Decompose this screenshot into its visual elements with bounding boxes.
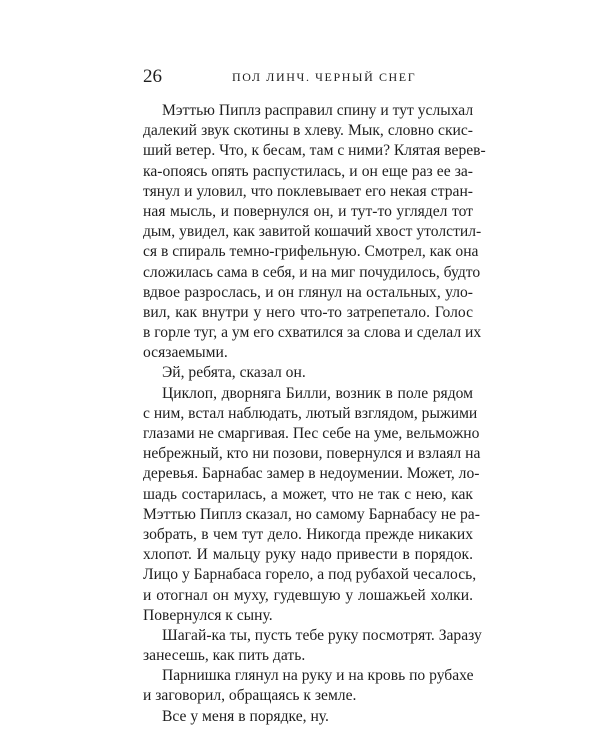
text-line: Мэттью Пиплз сказал, но самому Барнабасу не ра- — [143, 505, 480, 523]
text-line: вдвое разрослась, и он глянул на остальных, уло- — [143, 283, 473, 301]
text-line: Циклоп, дворняга Билли, возник в поле рядом — [162, 384, 473, 402]
text-line: зобрать, в чем тут дело. Никогда прежде никаких — [143, 525, 473, 543]
text-line: хлопот. И мальцу руку надо привести в порядок. — [143, 546, 473, 564]
page-number: 26 — [143, 66, 162, 87]
text-line: Лицо у Барнабаса горело, а под рубахой чесалось, — [143, 566, 477, 584]
text-line: тянул и уловил, что поклевывает его некая стран- — [143, 182, 473, 200]
text-line: Повернулся к сыну. — [143, 606, 273, 624]
text-line: Парнишка глянул на руку и на кровь по рубахе — [162, 667, 474, 685]
text-line: дым, увидел, как завитой кошачий хвост утолстил- — [143, 223, 482, 241]
text-line: далекий звук скотины в хлеву. Мык, словно скис- — [143, 122, 473, 140]
text-line: Все у меня в порядке, ну. — [162, 707, 329, 725]
text-line: в горле туг, а ум его схватился за слова и сделал их — [143, 324, 482, 342]
text-line: деревья. Барнабас замер в недоумении. Может, ло- — [143, 465, 480, 483]
text-line: ка-опоясь опять распустилась, и он еще раз ее за- — [143, 162, 473, 180]
running-title: ПОЛ ЛИНЧ. ЧЕРНЫЙ СНЕГ — [232, 70, 417, 84]
text-line: осязаемыми. — [143, 344, 228, 362]
text-line: ная мысль, и повернулся он, и тут-то углядел тот — [143, 202, 473, 220]
text-line: глазами не смаргивая. Пес себе на уме, вельможно — [143, 425, 480, 442]
text-line: и заговорил, обращаясь к земле. — [143, 687, 357, 705]
text-line: и отогнал он муху, гудевшую у лошажьей холки. — [143, 586, 473, 604]
running-head — [143, 64, 473, 90]
text-line: ший ветер. Что, к бесам, там с ними? Клятая верев- — [143, 142, 486, 160]
body-text — [143, 101, 486, 727]
text-line: Шагай-ка ты, пусть тебе руку посмотрят. Заразу — [162, 626, 482, 644]
text-line: занесешь, как пить дать. — [143, 647, 306, 665]
text-line: ся в спираль темно-грифельную. Смотрел, как она — [143, 243, 479, 261]
text-line: вил, как внутри у него что-то затрепетало. Голос — [143, 303, 473, 321]
text-line: с ним, встал наблюдать, лютый взглядом, рыжими — [143, 404, 478, 422]
text-line: небрежный, кто ни позови, повернулся и взлаял на — [143, 445, 481, 463]
text-line: сложилась сама в себя, и на миг почудилось, будто — [143, 263, 481, 281]
text-line: Эй, ребята, сказал он. — [162, 364, 306, 382]
text-line: Мэттью Пиплз расправил спину и тут услыхал — [162, 102, 474, 119]
text-line: шадь состарилась, а может, что не так с нею, как — [143, 485, 473, 503]
